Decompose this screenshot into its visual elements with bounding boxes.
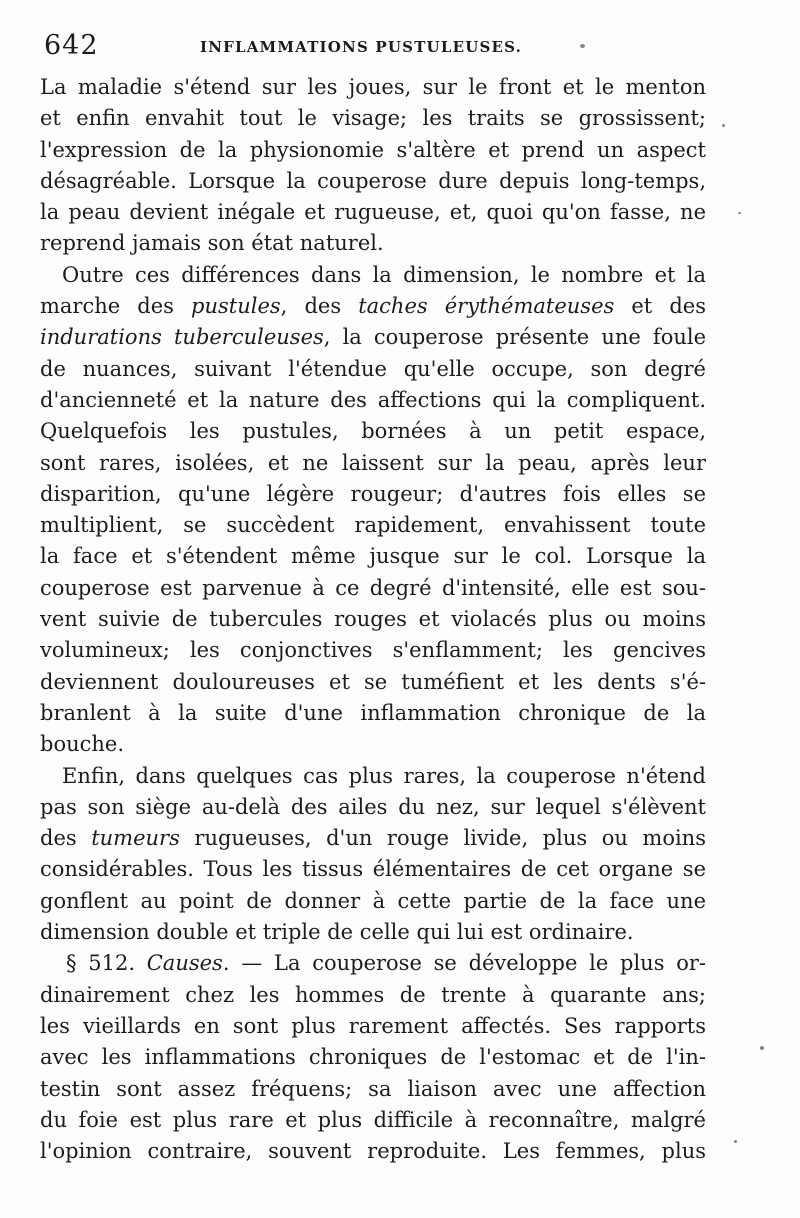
text-run: des [40, 826, 92, 851]
text-line [40, 166, 706, 197]
text-line [40, 948, 706, 979]
text-run: la face et s'étendent même jusque sur le col. Lorsque la [40, 544, 706, 569]
text-run: la peau devient inégale et rugueuse, et, quoi qu'on fasse, ne [40, 200, 706, 225]
text-line [40, 917, 706, 948]
text-run: disparition, qu'une légère rougeur; d'autres fois elles se [40, 481, 706, 506]
text-line [40, 260, 706, 291]
text-line [40, 573, 706, 604]
text-run: du foie est plus rare et plus difficile à reconnaître, malgré [40, 1107, 706, 1132]
text-run: volumineux; les conjonctives s'enflamment; les gencives [40, 638, 706, 663]
text-run: § 512. [66, 951, 147, 976]
print-speck [738, 212, 741, 214]
text-run: dimension double et triple de celle qui lui est ordinaire. [40, 920, 634, 945]
text-run: avec les inflammations chroniques de l'estomac et de l'in- [40, 1045, 706, 1070]
body-text [40, 72, 706, 1167]
text-line [40, 604, 706, 635]
print-speck [580, 44, 585, 48]
italic-term: indurations tuberculeuses [40, 325, 324, 350]
text-line [40, 448, 706, 479]
text-line [40, 980, 706, 1011]
italic-term: taches érythémateuses [358, 294, 615, 319]
text-line [40, 135, 706, 166]
text-line [40, 197, 706, 228]
text-run: vent suivie de tubercules rouges et violacés plus ou moins [40, 607, 706, 632]
page-header [44, 28, 730, 68]
text-run: de nuances, suivant l'étendue qu'elle occupe, son degré [40, 356, 706, 381]
print-speck [760, 1046, 764, 1050]
text-line [40, 72, 706, 103]
italic-term: Causes [146, 951, 223, 976]
text-line [40, 291, 706, 322]
text-line [40, 823, 706, 854]
text-line [40, 322, 706, 353]
text-line [40, 635, 706, 666]
text-line [40, 541, 706, 572]
text-run: , la couperose présente une foule [323, 325, 706, 350]
text-run: les vieillards en sont plus rarement affectés. Ses rapports [40, 1013, 706, 1038]
text-line [40, 510, 706, 541]
text-run: désagréable. Lorsque la couperose dure depuis long-temps, [40, 168, 706, 193]
text-run: gonflent au point de donner à cette partie de la face une [40, 888, 706, 913]
text-line [40, 1011, 706, 1042]
text-line [40, 698, 706, 729]
italic-term: pustules [191, 294, 281, 319]
text-run: d'ancienneté et la nature des affections qui la compliquent. [40, 387, 706, 412]
text-run: couperose est parvenue à ce degré d'intensité, elle est sou- [40, 575, 706, 600]
italic-term: tumeurs [91, 826, 180, 851]
text-line [40, 792, 706, 823]
text-run: branlent à la suite d'une inflammation chronique de la [40, 700, 706, 725]
print-speck [722, 124, 725, 127]
text-run: . — La couperose se développe le plus or- [222, 951, 706, 976]
text-line [40, 667, 706, 698]
text-run: l'opinion contraire, souvent reproduite. Les femmes, plus [40, 1139, 706, 1164]
text-run: et des [614, 294, 706, 319]
text-line [40, 1042, 706, 1073]
text-run: La maladie s'étend sur les joues, sur le front et le menton [40, 75, 706, 99]
text-line [40, 103, 706, 134]
text-line [40, 761, 706, 792]
text-line [40, 1105, 706, 1136]
text-run: l'expression de la physionomie s'altère et prend un aspect [40, 137, 706, 162]
text-run: sont rares, isolées, et ne laissent sur la peau, après leur [40, 450, 706, 475]
text-run: reprend jamais son état naturel. [40, 231, 384, 256]
text-run: Enfin, dans quelques cas plus rares, la couperose n'étend [62, 763, 706, 788]
text-run: bouche. [40, 732, 124, 757]
text-run: Quelquefois les pustules, bornées à un petit espace, [40, 419, 706, 444]
text-run: et enfin envahit tout le visage; les traits se grossissent; [40, 106, 706, 131]
text-run: Outre ces différences dans la dimension, le nombre et la [62, 262, 706, 287]
text-run: marche des [40, 294, 192, 319]
text-line [40, 385, 706, 416]
text-line [40, 729, 706, 760]
text-line [40, 1136, 706, 1167]
text-line [40, 854, 706, 885]
text-run: considérables. Tous les tissus élémentaires de cet organe se [40, 857, 706, 882]
text-run: deviennent douloureuses et se tuméfient et les dents s'é- [40, 669, 706, 694]
text-line [40, 228, 706, 259]
page-number: 642 [44, 30, 99, 61]
text-run: testin sont assez fréquens; sa liaison avec une affection [40, 1076, 706, 1101]
text-run: , des [280, 294, 359, 319]
text-run: multiplient, se succèdent rapidement, envahissent toute [40, 513, 706, 538]
text-line [40, 1074, 706, 1105]
text-line [40, 886, 706, 917]
print-speck [734, 1140, 737, 1143]
text-run: rugueuses, d'un rouge livide, plus ou moins [179, 826, 706, 851]
text-line [40, 416, 706, 447]
text-line [40, 479, 706, 510]
running-head: INFLAMMATIONS PUSTULEUSES. [200, 38, 523, 56]
text-line [40, 354, 706, 385]
text-run: dinairement chez les hommes de trente à quarante ans; [40, 982, 706, 1007]
text-run: pas son siège au-delà des ailes du nez, sur lequel s'élèvent [40, 794, 706, 819]
